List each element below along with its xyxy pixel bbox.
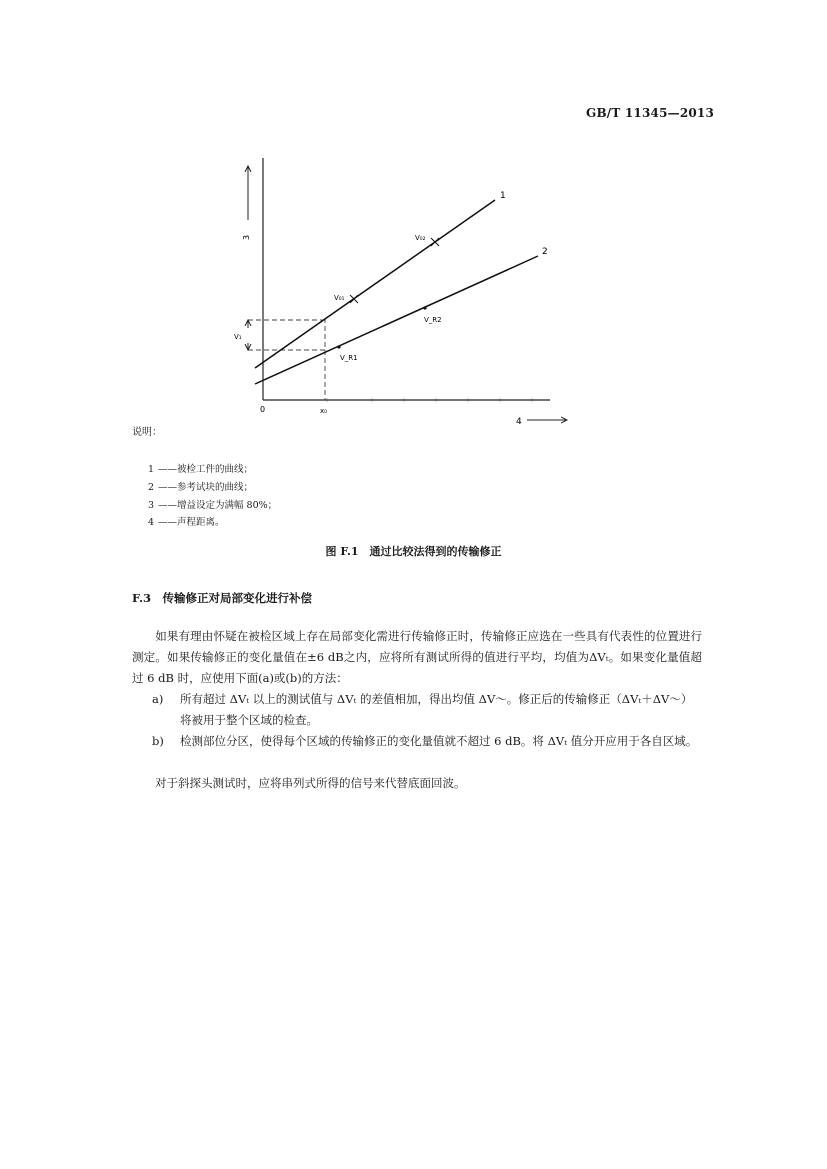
legend-text: ——声程距离。: [158, 517, 225, 528]
origin-label: 0: [260, 405, 266, 414]
delta-label: V₁: [234, 333, 242, 341]
transfer-correction-figure: [220, 150, 600, 440]
legend-item: [148, 461, 253, 475]
y-axis-label: 3: [242, 234, 251, 240]
curve-1-label: 1: [500, 191, 506, 201]
point-VR2-label: V_R2: [424, 316, 442, 324]
list-item-b: [152, 731, 700, 752]
paragraph-1: 如果有理由怀疑在被检区域上存在局部变化需进行传输修正时，传输修正应选在一些具有代表性的位置进行测定。如果传输修正的变化量值在±6 dB之内，应将所有测试所得的值进行平均，均值为ΔVₜ。如果变化量值超过 6 dB 时，应使用下面(a)或(b)的方法：: [132, 629, 702, 685]
point-VR1-label: V_R1: [340, 354, 358, 362]
point-V01-label: V₀₁: [334, 294, 345, 302]
legend-item: [148, 497, 277, 511]
point-V02-mark: [431, 238, 439, 246]
legend-text: ——被检工件的曲线；: [158, 464, 254, 475]
point-V02-label: V₀₂: [415, 234, 426, 242]
list-marker: a): [152, 692, 164, 706]
curve-1: [255, 200, 495, 368]
x0-label: x₀: [320, 407, 327, 415]
standard-code: GB/T 11345—2013: [586, 106, 715, 120]
legend-text: ——参考试块的曲线；: [158, 482, 254, 493]
x-axis-label: 4: [516, 417, 522, 427]
legend-number: 3: [148, 500, 155, 511]
list-text: 所有超过 ΔVₜ 以上的测试值与 ΔVₜ 的差值相加，得出均值 ΔV～。修正后的传输修正（ΔVₜ＋ΔV～）将被用于整个区域的检查。: [180, 692, 693, 727]
legend-item: [148, 479, 253, 493]
figure-caption: 图 F.1 通过比较法得到的传输修正: [325, 545, 502, 558]
dashed-guides: [248, 318, 325, 400]
point-V01-mark: [350, 295, 358, 303]
point-VR2-mark: [423, 306, 426, 309]
legend-text: ——增益设定为满幅 80%；: [158, 500, 278, 511]
point-VR1-mark: [337, 345, 340, 348]
curve-2-label: 2: [542, 247, 548, 257]
legend-title: 说明：: [132, 427, 162, 438]
list-marker: b): [152, 734, 164, 748]
list-text: 检测部位分区，使得每个区域的传输修正的变化量值就不超过 6 dB。将 ΔVₜ 值分开应用于各自区域。: [180, 734, 698, 748]
legend-item: [148, 514, 225, 528]
paragraph-2: 对于斜探头测试时，应将串列式所得的信号来代替底面回波。: [132, 776, 466, 790]
legend-number: 4: [148, 517, 155, 528]
legend-number: 2: [148, 482, 155, 493]
list-item-a: [152, 689, 700, 731]
legend-number: 1: [148, 464, 155, 475]
section-heading: F.3 传输修正对局部变化进行补偿: [132, 591, 313, 605]
